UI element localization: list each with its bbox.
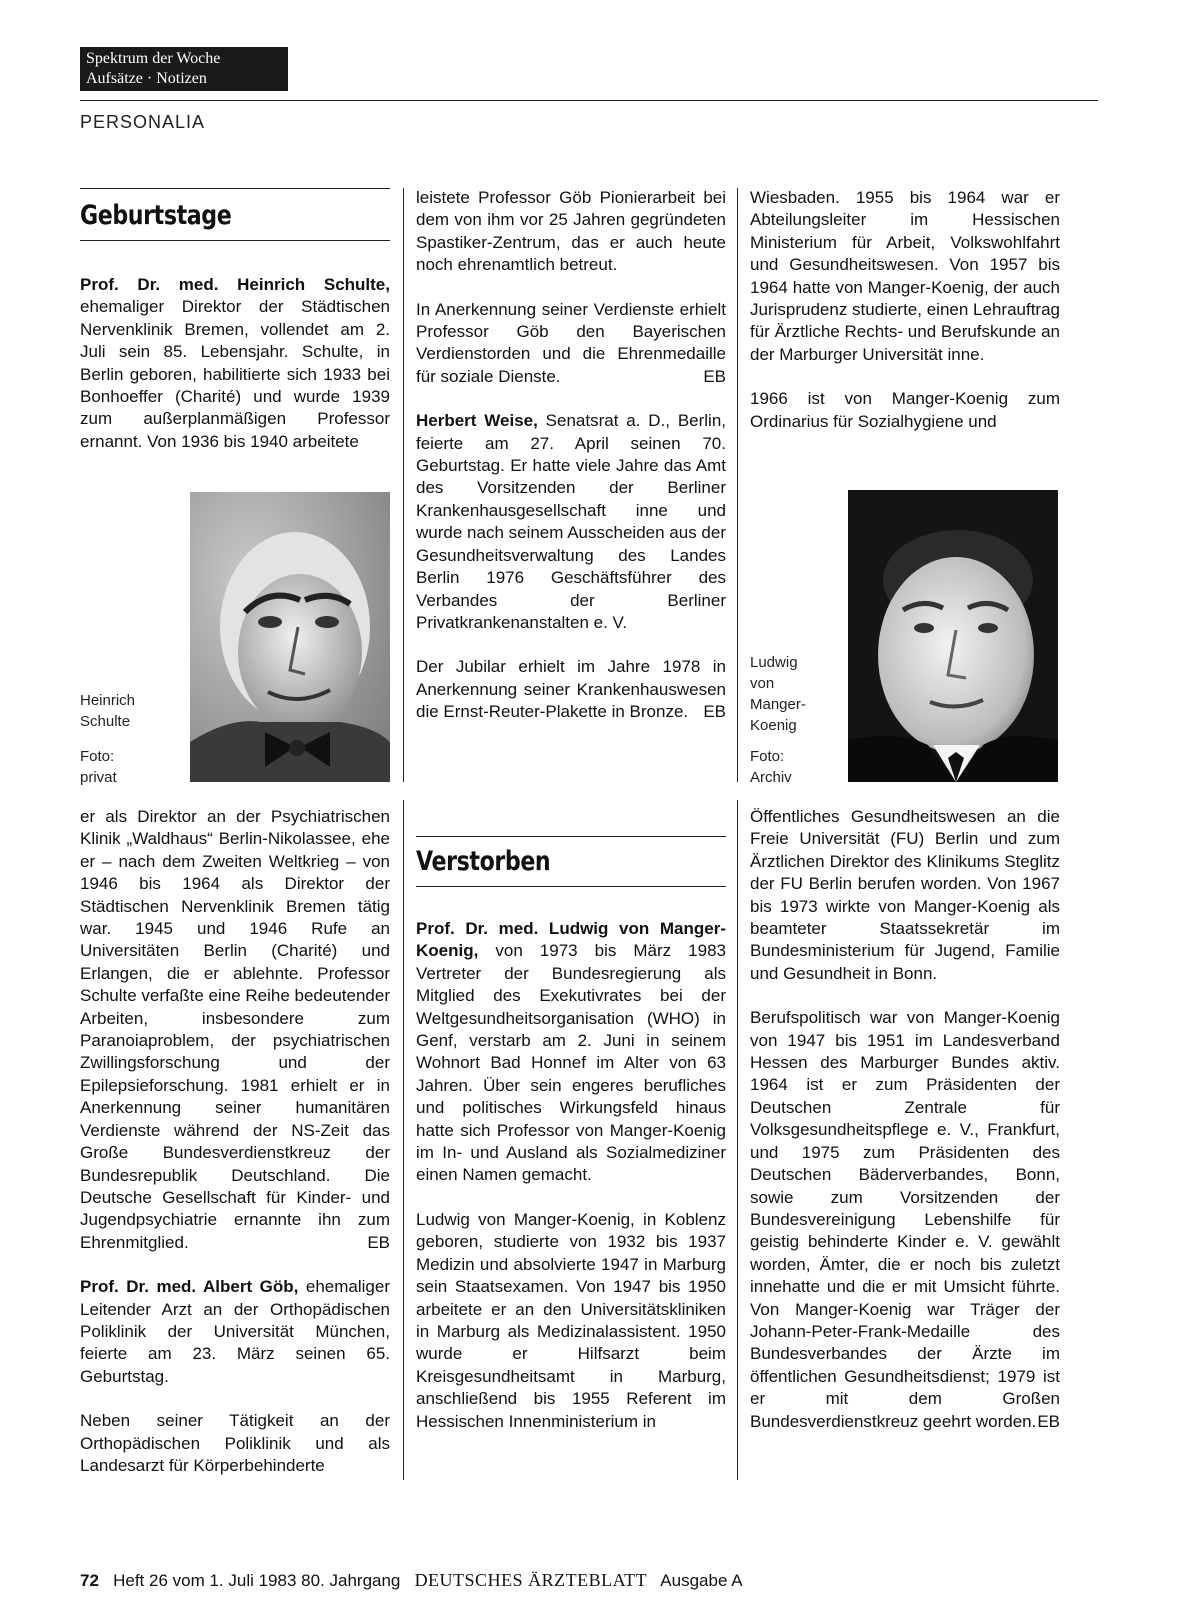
heading-rule-bottom [416, 886, 726, 887]
caption-mk-line-3: Manger- [750, 696, 806, 713]
mangerkoenig-paragraph-2: Ludwig von Manger-Koenig, in Koblenz geboren, studierte von 1932 bis 1937 Medizin und absolvierte 1947 in Marburg sein Staatsexamen. Von 1947 bis 1950 arbeitete er an den Universitätskliniken in Marburg als Medizinalassistent. 1950 wurde er Hilfsarzt beim Kreisgesundheitsamt in Marburg, anschließend bis 1955 Referent im Hessischen Innenministerium in [416, 1209, 726, 1431]
weise-paragraph-1 [416, 410, 726, 634]
goeb-p1-text: ehemaliger Leitender Arzt an der Orthopädischen Poliklinik der Universität München, feierte am 23. März seinen 65. Geburtstag. [80, 1277, 391, 1386]
edition: Ausgabe A [660, 1571, 743, 1590]
caption-schulte-line-2: Schulte [80, 713, 131, 730]
signature-eb: EB [367, 1232, 390, 1252]
mangerkoenig-p6-text: Berufspolitisch war von Manger-Koenig von 1947 bis 1951 im Landesverband Hessen des Marburger Bundes aktiv. 1964 ist er zum Präsidenten der Deutschen Zentrale für Volksgesundheitspflege e. V., Frankfurt, und 1975 zum Präsidenten des Deutschen Bäderverbandes, Bonn, sowie zum Vorsitzenden der Bundesvereinigung Lebenshilfe für geistig behinderte Kinder e. V. gewählt worden, Ämter, die er noch bis zuletzt innehatte und die er mit Umsicht führte. Von Manger-Koenig war Träger der Johann-Peter-Frank-Medaille des Bundesverbandes der Ärzte im öffentlichen Gesundheitsdienst; 1979 ist er mit dem Großen Bundesverdienstkreuz geehrt worden. [750, 1008, 1060, 1431]
signature-eb: EB [1037, 1411, 1060, 1431]
weise-p1-text: Senatsrat a. D., Berlin, feierte am 27. April seinen 70. Geburtstag. Er hatte viele Jahre das Amt des Vorsitzenden der Berliner Krankenhausgesellschaft inne und wurde nach seinem Ausscheiden aus der Gesundheitsverwaltung des Landes Berlin 1976 Geschäftsführer des Verbandes der Berliner Privatkrankenanstalten e. V. [416, 411, 727, 632]
weise-name: Herbert Weise, [416, 411, 538, 431]
heading-rule-bottom [80, 240, 390, 241]
column-divider-1b [403, 800, 404, 1480]
credit-schulte-line-2: privat [80, 769, 117, 786]
goeb-name: Prof. Dr. med. Albert Göb, [80, 1277, 299, 1297]
signature-eb: EB [703, 366, 726, 386]
column-divider-2a [737, 188, 738, 782]
column-1-bottom [80, 806, 390, 1499]
column-3-top [750, 187, 1060, 455]
goeb-p4-text: In Anerkennung seiner Verdienste erhielt Professor Göb den Bayerischen Verdienstorden und die Ehrenmedaille für soziale Dienste. [416, 299, 726, 386]
goeb-paragraph-3: leistete Professor Göb Pionierarbeit bei dem von ihm vor 25 Jahren gegründeten Spastiker-Zentrum, das er auch heute noch ehrenamtlich betreut. [416, 188, 726, 275]
schulte-cont-text: er als Direktor an der Psychiatrischen Klinik „Waldhaus“ Berlin-Nikolassee, ehe er – nach dem Zweiten Weltkrieg – von 1946 bis 1964 als Direktor der Städtischen Nervenklinik Bremen tätig war. 1945 und 1946 Rufe an Universitäten Berlin (Charité) und Erlangen, die er ablehnte. Professor Schulte verfaßte eine Reihe bedeutender Arbeiten, insbesondere zum Paranoiaproblem, der psychiatrischen Zwillingsforschung und der Epilepsieforschung. 1981 erhielt er in Anerkennung seiner humanitären Verdienste während der NS-Zeit das Große Bundesverdienstkreuz der Bundesrepublik Deutschland. Die Deutsche Gesellschaft für Kinder- und Jugendpsychiatrie ernannte ihn zum Ehrenmitglied. [80, 807, 390, 1252]
credit-schulte-line-1: Foto: [80, 748, 115, 765]
column-2-top [416, 187, 726, 746]
column-2-bottom [416, 918, 726, 1455]
mangerkoenig-p1-text: von 1973 bis März 1983 Vertreter der Bundesregierung als Mitglied des Exekutivrates bei der Weltgesundheitsorganisation (WHO) in Genf, verstarb am 2. Juni in seinem Wohnort Bad Honnef im Alter von 63 Jahren. Über sein engeres berufliches und politisches Wirkungsfeld hinaus hatte sich Professor von Manger-Koenig im In- und Ausland als Sozialmediziner einen Namen gemacht. [416, 941, 726, 1185]
photo-ludwig-von-manger-koenig [848, 490, 1058, 782]
caption-schulte [80, 690, 135, 732]
goeb-paragraph-2: Neben seiner Tätigkeit an der Orthopädischen Poliklinik und als Landesarzt für Körperbehinderte [80, 1411, 390, 1475]
column-3-bottom [750, 806, 1060, 1455]
top-rule [80, 100, 1098, 101]
signature-eb: EB [703, 702, 726, 722]
caption-schulte-line-1: Heinrich [80, 692, 136, 709]
mangerkoenig-name: Prof. Dr. med. Ludwig von Manger-Koenig, [416, 919, 726, 961]
schulte-continued [80, 806, 390, 1254]
credit-mk-line-2: Archiv [750, 769, 792, 786]
article-schulte-intro [80, 274, 390, 475]
section-tag-line-2: Aufsätze · Notizen [86, 70, 207, 87]
credit-schulte [80, 746, 117, 788]
heading-rule-top [416, 836, 726, 837]
column-divider-2b [737, 800, 738, 1480]
weise-paragraph-2 [416, 656, 726, 723]
goeb-paragraph-1 [80, 1276, 390, 1388]
mangerkoenig-paragraph-5: Öffentliches Gesundheitswesen an die Freie Universität (FU) Berlin und zum Ärztlichen Direktor des Klinikums Steglitz der FU Berlin berufen worden. Von 1967 bis 1973 wirkte von Manger-Koenig als beamteter Staatssekretär im Bundesministerium für Jugend, Familie und Gesundheit in Bonn. [750, 807, 1060, 983]
photo-heinrich-schulte [190, 492, 390, 782]
section-title: PERSONALIA [80, 112, 206, 132]
heading-deceased: Verstorben [416, 846, 551, 877]
caption-mk-line-2: von [750, 675, 775, 692]
portrait-illustration [190, 492, 390, 782]
caption-mangerkoenig [750, 652, 806, 736]
credit-mk-line-1: Foto: [750, 748, 785, 765]
caption-mk-line-1: Ludwig [750, 654, 798, 671]
heading-rule-top [80, 188, 390, 189]
mangerkoenig-paragraph-1 [416, 918, 726, 1187]
schulte-intro-text: ehemaliger Direktor der Städtischen Nervenklinik Bremen, vollendet am 2. Juli sein 85. Lebensjahr. Schulte, in Berlin geboren, habilitierte sich 1933 bei Bonhoeffer (Charité) und wurde 1939 zum außerplanmäßigen Professor ernannt. Von 1936 bis 1940 arbeitete [80, 297, 390, 451]
mangerkoenig-paragraph-6 [750, 1007, 1060, 1433]
page-number: 72 [80, 1571, 99, 1590]
section-tag-line-1: Spektrum der Woche [86, 50, 221, 67]
portrait-illustration [848, 490, 1058, 782]
goeb-paragraph-4 [416, 299, 726, 389]
credit-mangerkoenig [750, 746, 792, 788]
mangerkoenig-paragraph-4: 1966 ist von Manger-Koenig zum Ordinarius für Sozialhygiene und [750, 389, 1060, 431]
magazine-name: DEUTSCHES ÄRZTEBLATT [414, 1570, 648, 1590]
issue-info: Heft 26 vom 1. Juli 1983 80. Jahrgang [113, 1571, 401, 1590]
column-divider-1a [403, 188, 404, 782]
schulte-name: Prof. Dr. med. Heinrich Schulte, [80, 275, 390, 294]
heading-birthdays: Geburtstage [80, 200, 232, 231]
weise-p2-text: Der Jubilar erhielt im Jahre 1978 in Anerkennung seiner Krankenhauswesen die Ernst-Reuter-Plakette in Bronze. [416, 657, 726, 722]
page-footer [80, 1570, 743, 1591]
section-tag [80, 47, 288, 91]
caption-mk-line-4: Koenig [750, 717, 797, 734]
mangerkoenig-paragraph-3: Wiesbaden. 1955 bis 1964 war er Abteilungsleiter im Hessischen Ministerium für Arbeit, Volkswohlfahrt und Gesundheitswesen. Von 1957 bis 1964 hatte von Manger-Koenig, der auch Jurisprudenz studierte, einen Lehrauftrag für Ärztliche Rechts- und Berufskunde an der Marburger Universität inne. [750, 188, 1060, 364]
